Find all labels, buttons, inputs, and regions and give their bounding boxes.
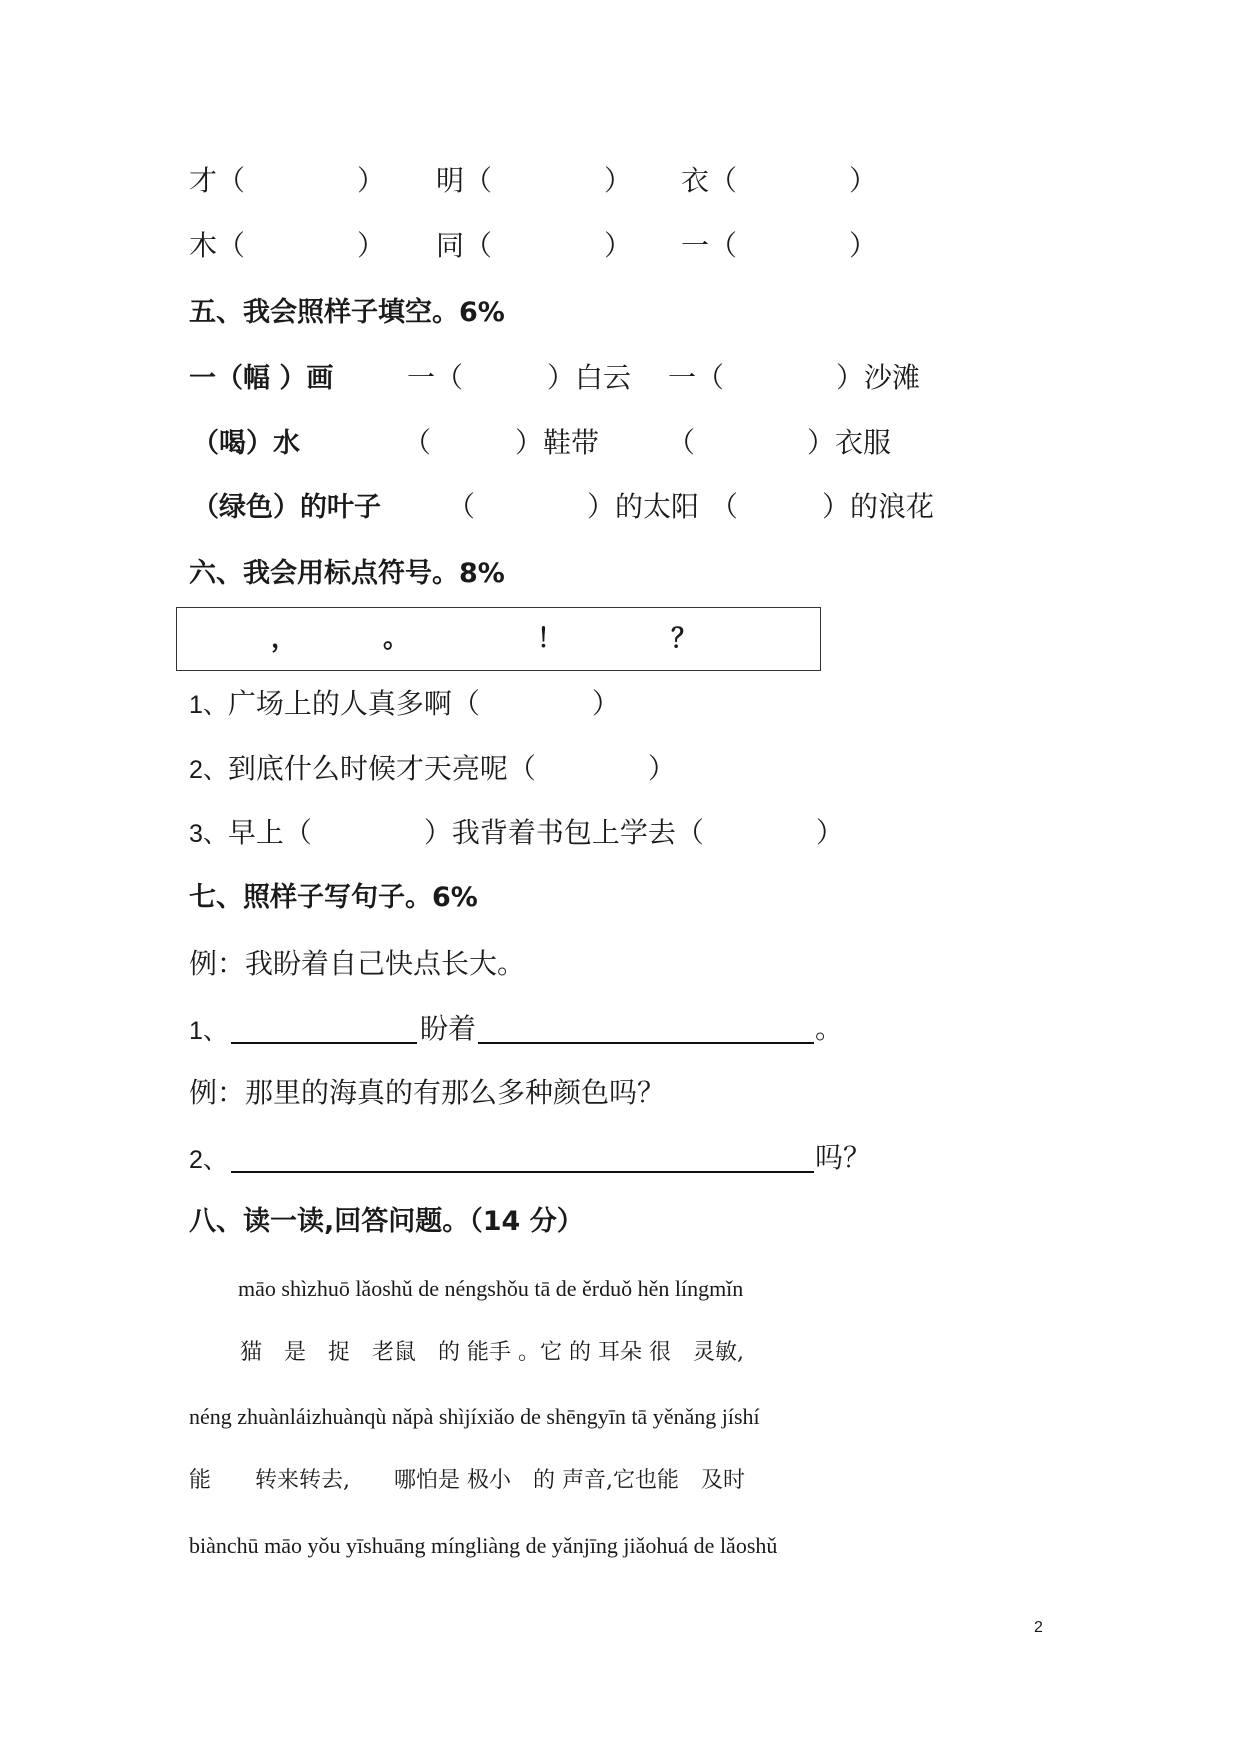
s7-q1-blank-2[interactable] xyxy=(478,1042,814,1044)
section7-title: 七、照样子写句子。6% xyxy=(189,882,478,913)
item-number: 2、 xyxy=(189,756,228,784)
item-text: 早上（ ）我背着书包上学去（ ） xyxy=(227,816,844,849)
exclamation-mark: ！ xyxy=(537,624,564,654)
s5-example-1: 一（幅 ）画 xyxy=(189,363,334,394)
s7-q2-end: 吗？ xyxy=(815,1141,872,1174)
s7-q1-mid: 盼着 xyxy=(420,1012,477,1045)
hanzi-line-2: 能 转来转去, 哪怕是 极小 的 声音,它也能 及时 xyxy=(189,1468,745,1493)
s7-q1-number: 1、 xyxy=(189,1017,228,1045)
s4-char: 同 xyxy=(436,229,465,262)
item-text: 到底什么时候才天亮呢（ ） xyxy=(227,752,676,785)
s4-paren: （ ） xyxy=(217,164,386,197)
s4-paren: （ ） xyxy=(217,229,386,262)
s5-item: （ ）衣服 xyxy=(667,426,892,459)
item-text: 广场上的人真多啊（ ） xyxy=(227,687,620,720)
s4-paren: （ ） xyxy=(709,164,878,197)
s5-item: （ ）的浪花 xyxy=(710,490,935,523)
s7-q2-number: 2、 xyxy=(189,1146,228,1174)
period-mark: 。 xyxy=(383,624,410,654)
s5-item: 一（ ）沙滩 xyxy=(668,361,921,394)
s4-row-2b xyxy=(436,229,633,262)
s7-q1-blank-1[interactable] xyxy=(231,1042,417,1044)
s4-paren: （ ） xyxy=(709,229,878,262)
pinyin-line-1: māo shìzhuō lǎoshǔ de néngshǒu tā de ěrduǒ hěn língmǐn xyxy=(238,1276,744,1301)
s7-example-1: 例：我盼着自己快点长大。 xyxy=(189,947,526,980)
s4-char: 衣 xyxy=(681,164,710,197)
question-mark: ？ xyxy=(671,624,698,654)
pinyin-line-2: néng zhuànláizhuànqù nǎpà shìjíxiǎo de shēngyīn tā yěnǎng jíshí xyxy=(189,1404,760,1429)
s5-example-3: （绿色）的叶子 xyxy=(192,492,381,523)
s5-example-2: （喝）水 xyxy=(192,428,300,459)
s7-q2-blank[interactable] xyxy=(231,1171,814,1173)
section8-title: 八、读一读,回答问题。（14 分） xyxy=(189,1206,584,1237)
pinyin-line-3: biànchū māo yǒu yīshuāng míngliàng de yǎnjīng jiǎohuá de lǎoshǔ xyxy=(189,1533,778,1558)
s6-item-1 xyxy=(189,687,620,720)
s6-item-2 xyxy=(189,752,676,785)
s4-row-2 xyxy=(189,229,386,262)
s4-char: 一 xyxy=(681,229,710,262)
s4-char: 明 xyxy=(436,164,465,197)
s5-item: 一（ ）白云 xyxy=(407,361,632,394)
hanzi-line-1: 猫 是 捉 老鼠 的 能手 。它 的 耳朵 很 灵敏, xyxy=(240,1340,744,1365)
s4-char: 木 xyxy=(189,229,218,262)
s4-row-1b xyxy=(436,164,633,197)
s4-paren: （ ） xyxy=(464,229,633,262)
section6-title: 六、我会用标点符号。8% xyxy=(189,558,505,589)
s6-item-3 xyxy=(189,816,844,849)
s4-char: 才 xyxy=(189,164,218,197)
s4-row-2c xyxy=(681,229,878,262)
page-number: 2 xyxy=(1034,1619,1043,1636)
s4-row-1 xyxy=(189,164,386,197)
s4-row-1c xyxy=(681,164,878,197)
s7-example-2: 例：那里的海真的有那么多种颜色吗？ xyxy=(189,1076,666,1109)
item-number: 3、 xyxy=(189,820,228,848)
s7-q1-end: 。 xyxy=(815,1012,844,1045)
punctuation-box xyxy=(176,607,821,671)
s4-paren: （ ） xyxy=(464,164,633,197)
s5-item: （ ）鞋带 xyxy=(403,426,600,459)
section5-title: 五、我会照样子填空。6% xyxy=(189,297,505,328)
item-number: 1、 xyxy=(189,691,228,719)
comma-mark: ， xyxy=(271,624,298,654)
s5-item: （ ）的太阳 xyxy=(447,490,700,523)
